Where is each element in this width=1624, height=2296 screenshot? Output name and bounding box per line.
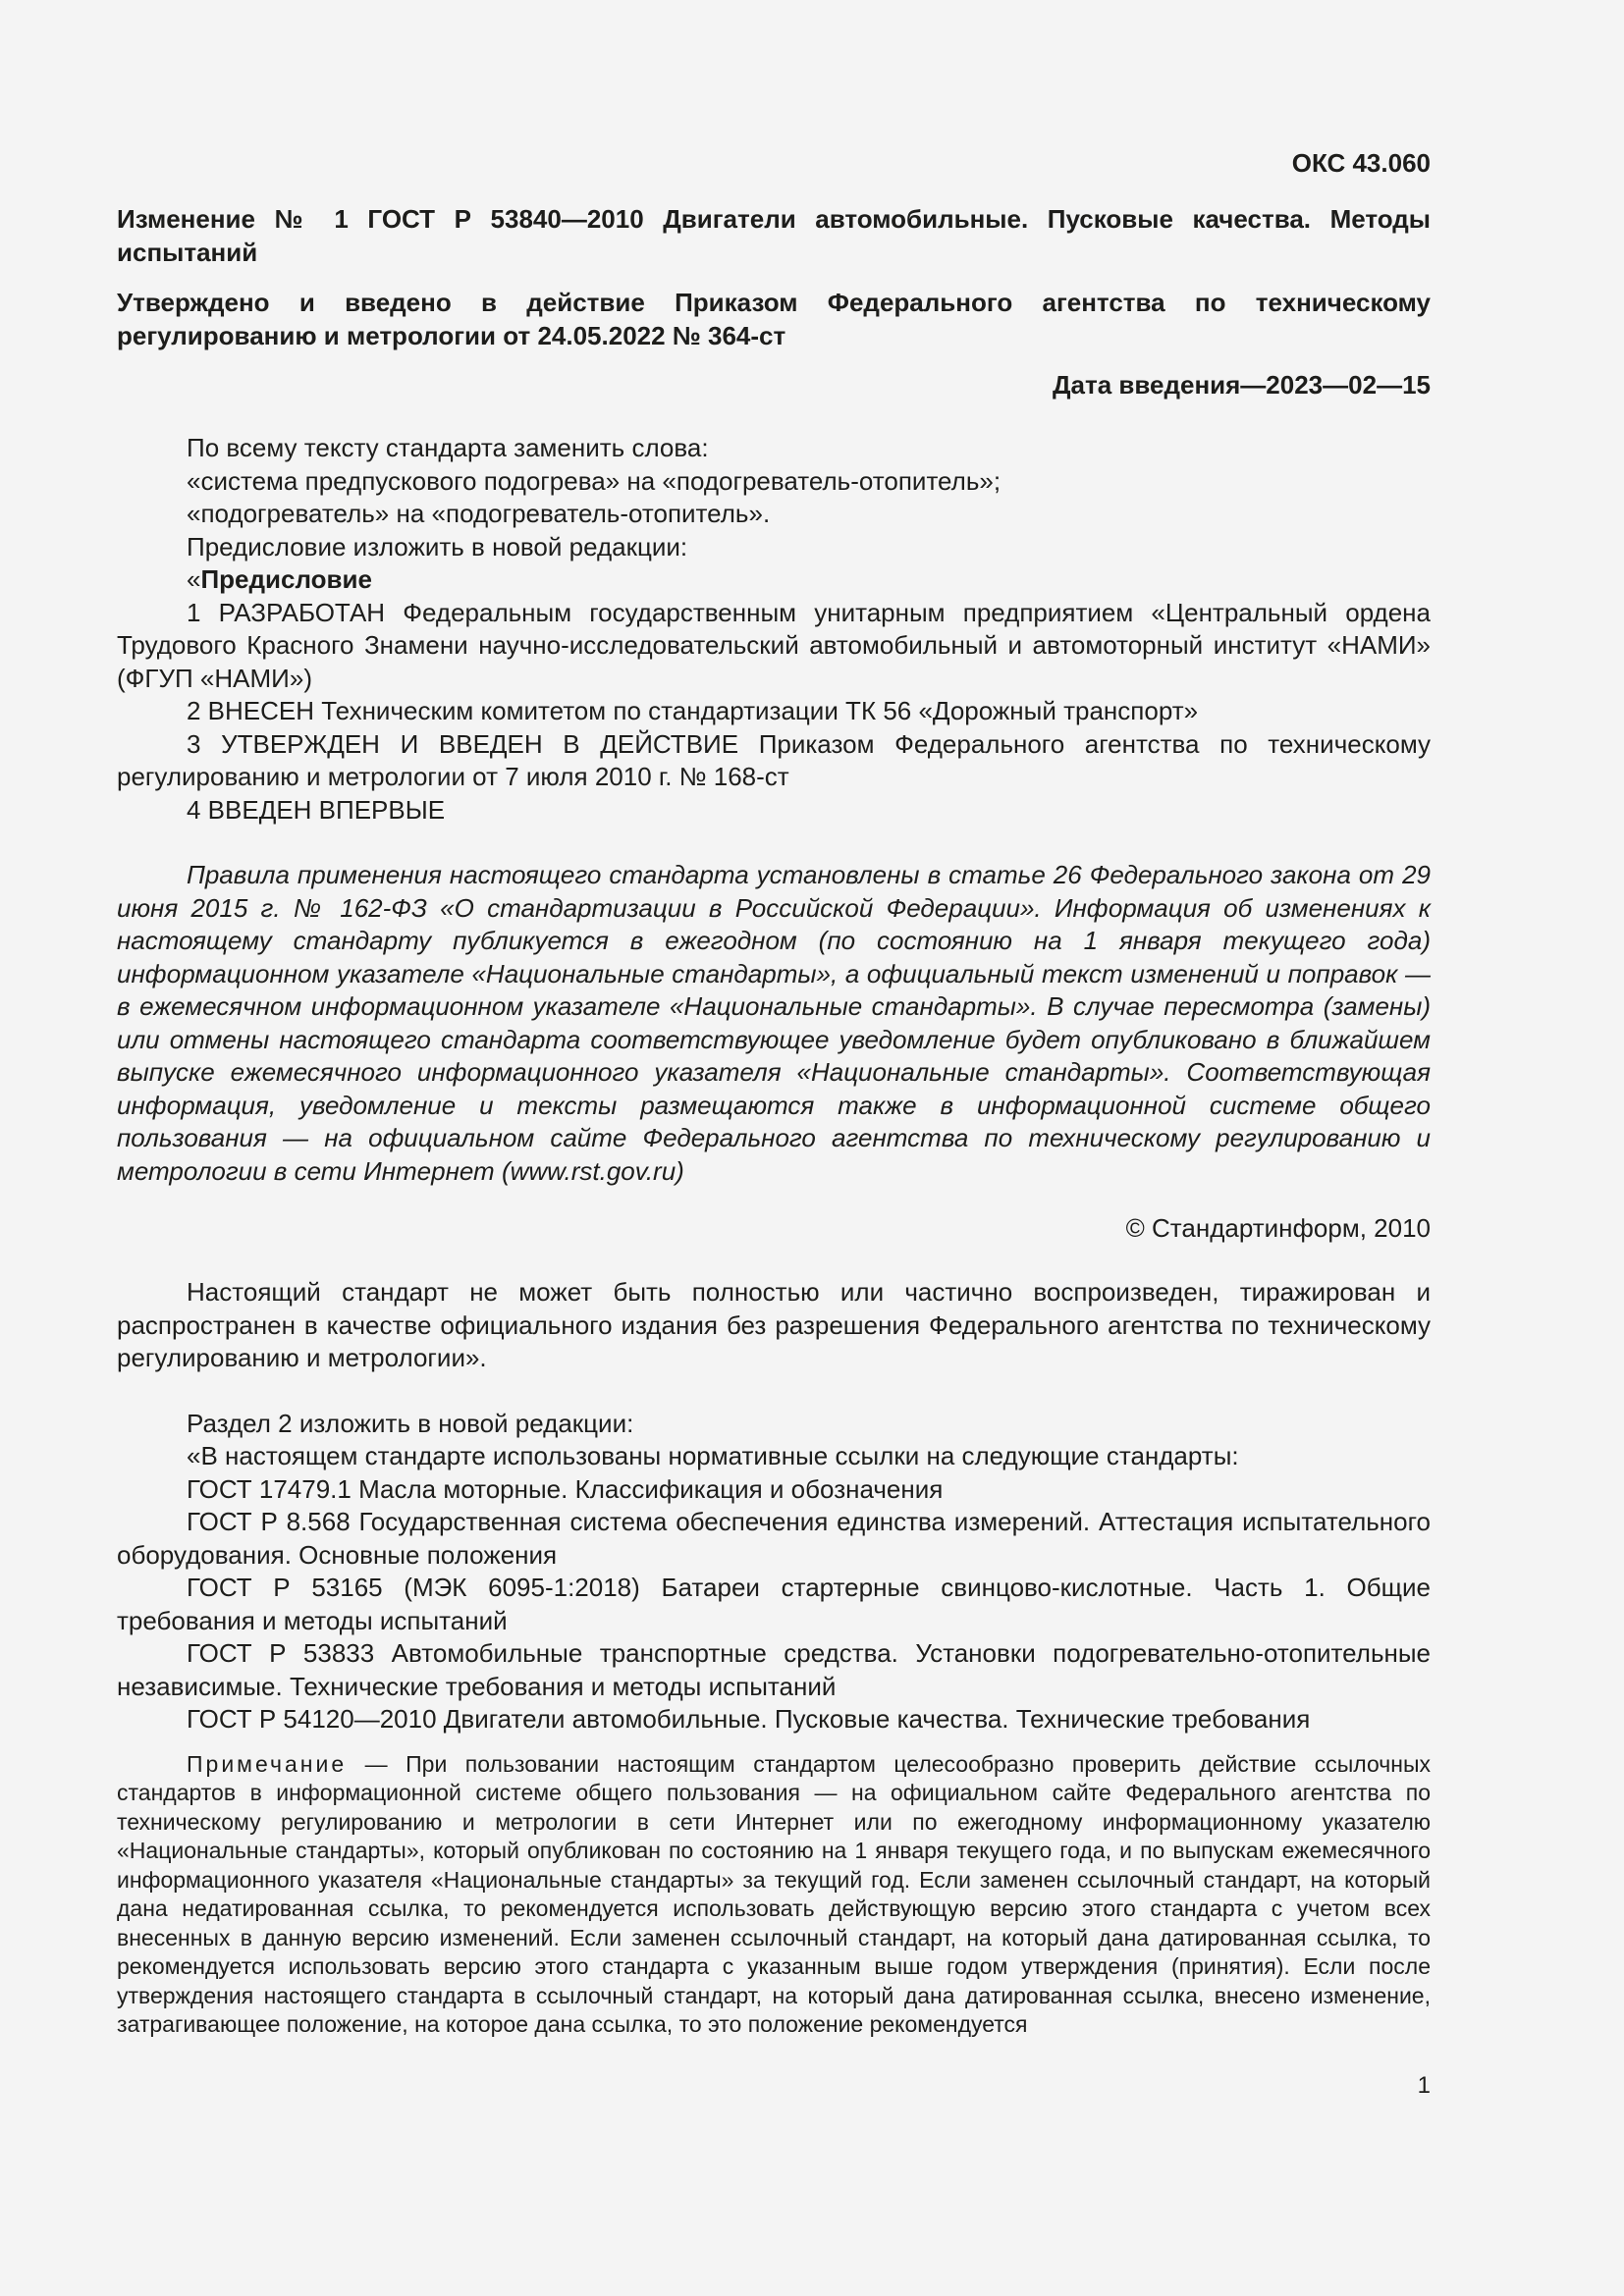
effective-date: Дата введения—2023—02—15: [1053, 370, 1431, 400]
copyright-line: © Стандартинформ, 2010: [1125, 1213, 1431, 1243]
preface-heading: Предисловие: [200, 564, 372, 594]
paragraph-replace-words: По всему тексту стандарта заменить слова:: [187, 433, 709, 462]
reference-item: ГОСТ Р 53165 (МЭК 6095-1:2018) Батареи стартерные свинцово-кислотные. Часть 1. Общие требования и методы испытаний: [117, 1573, 1431, 1635]
section2-intro: Раздел 2 изложить в новой редакции:: [187, 1408, 634, 1438]
reference-item: ГОСТ Р 8.568 Государственная система обеспечения единства измерений. Аттестация испытательного оборудования. Основные положения: [117, 1507, 1431, 1570]
reference-item: ГОСТ 17479.1 Масла моторные. Классификация и обозначения: [187, 1473, 944, 1504]
paragraph-preface-intro: Предисловие изложить в новой редакции:: [187, 531, 688, 561]
reference-note: [117, 1750, 1431, 2040]
reference-item: ГОСТ Р 54120—2010 Двигатели автомобильные. Пусковые качества. Технические требования: [187, 1704, 1311, 1734]
reproduction-notice: Настоящий стандарт не может быть полностью или частично воспроизведен, тиражирован и распространен в качестве официального издания без разрешения Федерального агентства по техническому регулированию и метрологии».: [117, 1277, 1431, 1372]
section2-lead: «В настоящем стандарте использованы нормативные ссылки на следующие стандарты:: [187, 1441, 1239, 1470]
preface-item-1: 1 РАЗРАБОТАН Федеральным государственным унитарным предприятием «Центральный ордена Трудового Красного Знамени научно-исследовательский автомобильный и автомоторный институт «НАМИ» (ФГУП «НАМИ»): [117, 597, 1431, 693]
change-title: Изменение № 1 ГОСТ Р 53840—2010 Двигатели автомобильные. Пусковые качества. Методы испытаний: [117, 204, 1431, 267]
application-rules-text: Правила применения настоящего стандарта установлены в статье 26 Федерального закона от 29 июня 2015 г. № 162-ФЗ «О стандартизации в Российской Федерации». Информация об изменениях к настоящему стандарту публикуется в ежегодном (по состоянию на 1 января текущего года) информационном указателе «Национальные стандарты», а официальный текст изменений и поправок — в ежемесячном информационном указателе «Национальные стандарты». В случае пересмотра (замены) или отмены настоящего стандарта соответствующее уведомление будет опубликовано в ближайшем выпуске ежемесячного информационного указателя «Национальные стандарты». Соответствующая информация, уведомление и тексты размещаются также в информационной системе общего пользования — на официальном сайте Федерального агентства по техническому регулированию и метрологии в сети Интернет (www.rst.gov.ru): [117, 860, 1431, 1186]
spacer: [117, 827, 1431, 859]
note-text: — При пользовании настоящим стандартом целесообразно проверить действие ссылочных стандартов в информационной системе общего пользования — на официальном сайте Федерального агентства по техническому регулированию и метрологии в сети Интернет или по ежегодному информационному указателю «Национальные стандарты», который опубликован по состоянию на 1 января текущего года, и по выпускам ежемесячного информационного указателя «Национальные стандарты» за текущий год. Если заменен ссылочный стандарт, на который дана недатированная ссылка, то рекомендуется использовать действующую версию этого стандарта с учетом всех внесенных в данную версию изменений. Если заменен ссылочный стандарт, на который дана датированная ссылка, то рекомендуется использовать версию этого стандарта с указанным выше годом утверждения (принятия). Если после утверждения настоящего стандарта в ссылочный стандарт, на который дана датированная ссылка, внесено изменение, затрагивающее положение, на которое дана ссылка, то это положение рекомендуется: [117, 1750, 1431, 2037]
preface-open-quote: «: [187, 564, 201, 594]
reference-item: ГОСТ Р 53833 Автомобильные транспортные средства. Установки подогревательно-отопительные независимые. Технические требования и методы испытаний: [117, 1638, 1431, 1701]
preface-item-3: 3 УТВЕРЖДЕН И ВВЕДЕН В ДЕЙСТВИЕ Приказом Федерального агентства по техническому регулированию и метрологии от 7 июля 2010 г. № 168-ст: [117, 728, 1431, 791]
note-label: Примечание: [187, 1750, 348, 1777]
page-number: 1: [1417, 2072, 1431, 2099]
paragraph-replacement-2: «подогреватель» на «подогреватель-отопитель».: [187, 499, 771, 528]
okc-code: ОКС 43.060: [1291, 148, 1431, 178]
preface-item-4: 4 ВВЕДЕН ВПЕРВЫЕ: [187, 794, 446, 825]
preface-item-2: 2 ВНЕСЕН Техническим комитетом по стандартизации ТК 56 «Дорожный транспорт»: [187, 696, 1199, 725]
page-content: [117, 145, 1431, 2040]
approval-statement: Утверждено и введено в действие Приказом Федерального агентства по техническому регулированию и метрологии от 24.05.2022 № 364-ст: [117, 288, 1431, 350]
spacer: [117, 1375, 1431, 1408]
paragraph-replacement-1: «система предпускового подогрева» на «подогреватель-отопитель»;: [187, 465, 1001, 496]
preface-heading-line: [117, 563, 1431, 597]
